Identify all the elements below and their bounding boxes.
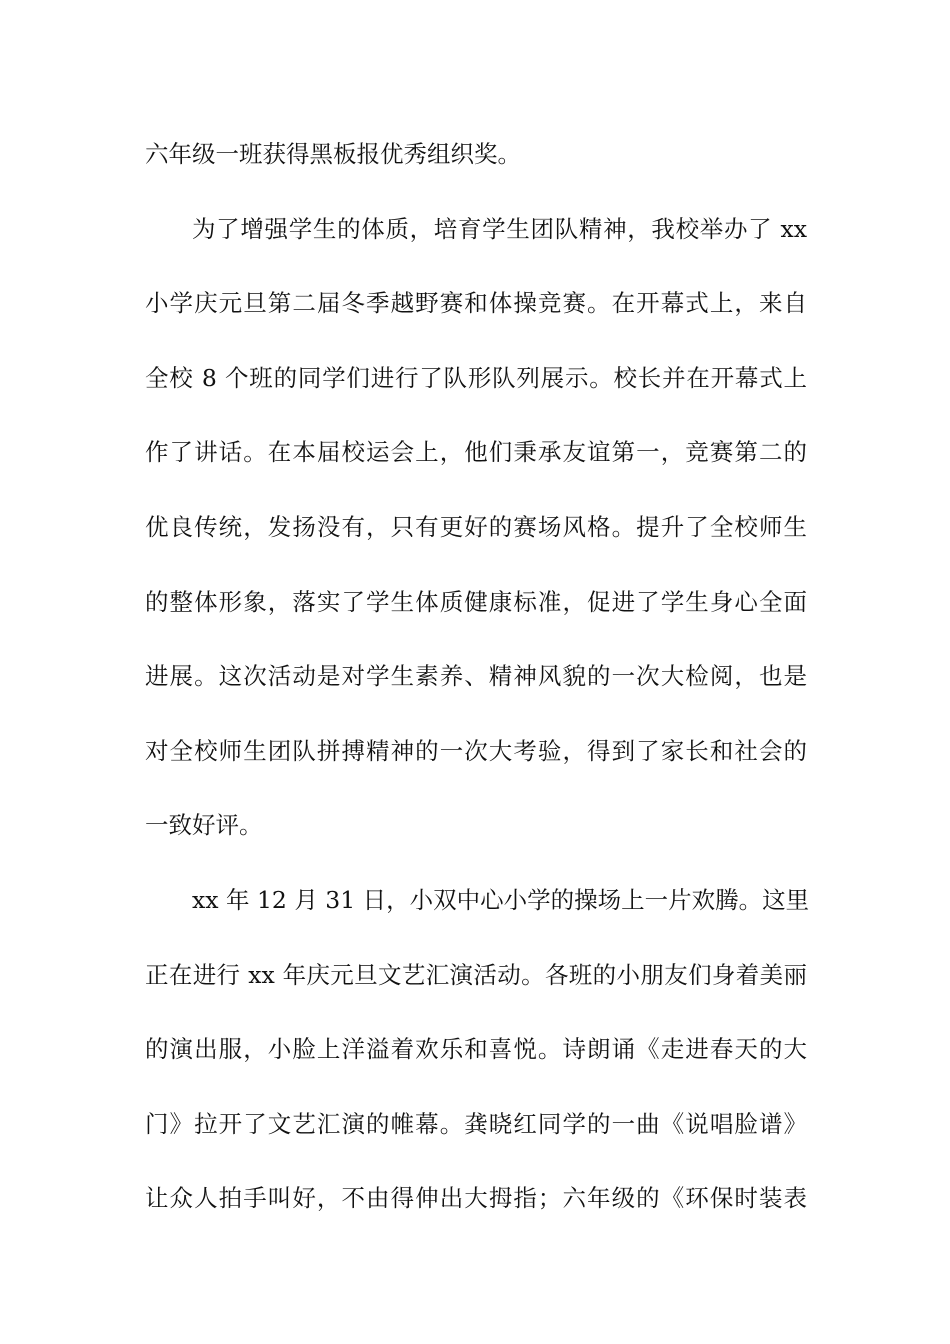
text-line: 的演出服，小脸上洋溢着欢乐和喜悦。诗朗诵《走进春天的大 bbox=[145, 1035, 807, 1064]
paragraph-start-line: 为了增强学生的体质，培育学生团队精神，我校举办了 xx bbox=[192, 214, 807, 243]
text-line: 对全校师生团队拼搏精神的一次大考验，得到了家长和社会的 bbox=[145, 736, 807, 765]
text-line: 全校 8 个班的同学们进行了队形队列展示。校长并在开幕式上 bbox=[145, 363, 807, 392]
text-line: 进展。这次活动是对学生素养、精神风貌的一次大检阅，也是 bbox=[145, 662, 807, 691]
text-line: 让众人拍手叫好，不由得伸出大拇指；六年级的《环保时装表 bbox=[145, 1184, 807, 1213]
paragraph-start-line: xx 年 12 月 31 日，小双中心小学的操场上一片欢腾。这里 bbox=[192, 885, 810, 914]
text-line: 优良传统，发扬没有，只有更好的赛场风格。提升了全校师生 bbox=[145, 512, 807, 541]
text-line: 门》拉开了文艺汇演的帷幕。龚晓红同学的一曲《说唱脸谱》 bbox=[145, 1109, 807, 1138]
text-line: 的整体形象，落实了学生体质健康标准，促进了学生身心全面 bbox=[145, 587, 807, 616]
text-line: 小学庆元旦第二届冬季越野赛和体操竞赛。在开幕式上，来自 bbox=[145, 289, 807, 318]
body-text bbox=[145, 128, 810, 1247]
text-line: 作了讲话。在本届校运会上，他们秉承友谊第一，竞赛第二的 bbox=[145, 438, 807, 467]
text-line: 正在进行 xx 年庆元旦文艺汇演活动。各班的小朋友们身着美丽 bbox=[145, 960, 807, 989]
text-line: 一致好评。 bbox=[145, 811, 263, 840]
text-line: 六年级一班获得黑板报优秀组织奖。 bbox=[145, 140, 521, 168]
